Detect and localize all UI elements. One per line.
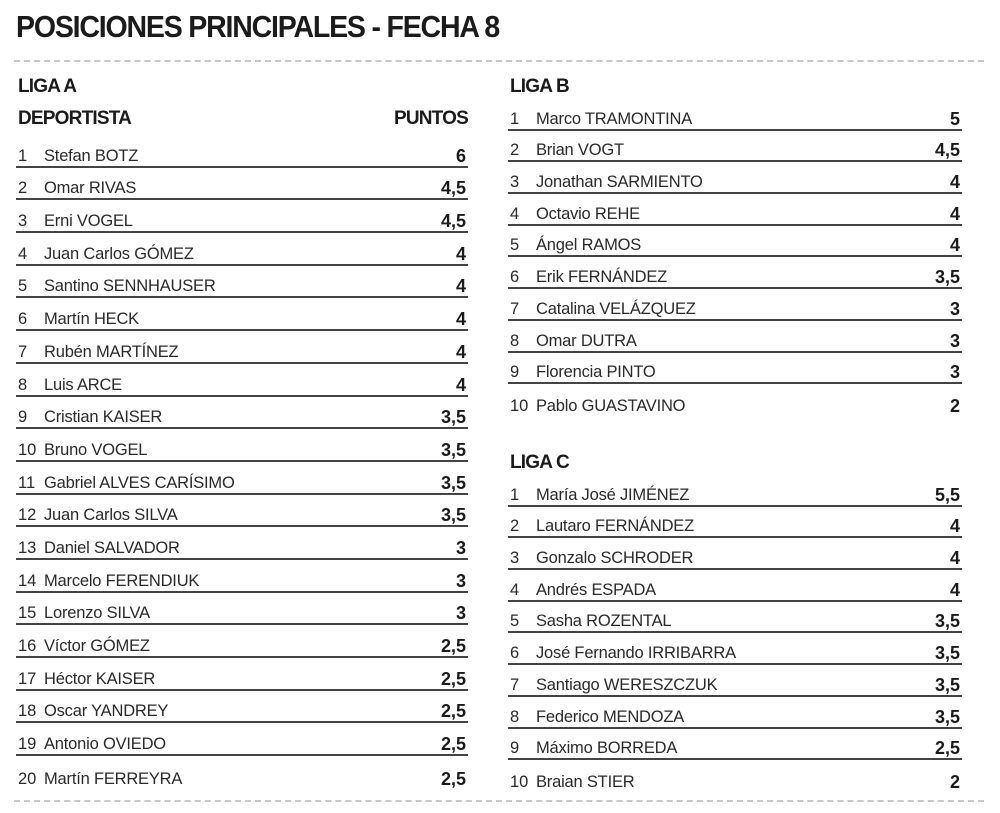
player-name: José Fernando IRRIBARRA [536, 644, 736, 663]
position-number: 10 [510, 396, 529, 415]
player-name: Federico MENDOZA [536, 707, 685, 726]
standings-row [16, 429, 468, 462]
standings-row [16, 723, 468, 756]
player-name: Rubén MARTÍNEZ [44, 342, 179, 361]
points-value: 4 [949, 203, 960, 224]
standings-row [508, 226, 962, 258]
position-number: 1 [18, 146, 28, 165]
position-number: 7 [18, 342, 28, 361]
position-number: 5 [18, 277, 28, 296]
points-value: 3 [949, 298, 960, 319]
points-value: 2,5 [440, 636, 466, 656]
player-name: Brian VOGT [536, 141, 624, 160]
position-number: 4 [510, 580, 520, 599]
standings-row [16, 756, 468, 789]
player-name: Omar RIVAS [44, 179, 137, 198]
standings-row [16, 200, 468, 233]
points-value: 2,5 [440, 768, 466, 789]
position-number: 10 [18, 440, 37, 459]
points-value: 4 [455, 309, 466, 330]
position-number: 7 [510, 299, 520, 318]
top-dashed-divider [14, 60, 984, 62]
position-number: 11 [18, 473, 36, 492]
standings-row [508, 353, 962, 385]
points-value: 2 [949, 395, 960, 416]
position-number: 3 [510, 173, 520, 192]
player-name: Omar DUTRA [536, 331, 637, 350]
points-value: 3 [455, 570, 466, 591]
column-gap [490, 75, 491, 785]
points-value: 3 [949, 362, 960, 383]
points-value: 4 [455, 341, 466, 362]
position-number: 13 [18, 538, 37, 557]
position-number: 4 [510, 204, 520, 223]
standings-row [508, 321, 962, 353]
liga-a-standings [16, 135, 468, 789]
standings-row [16, 397, 468, 430]
player-name: Erni VOGEL [44, 212, 133, 231]
standings-row [508, 131, 962, 163]
position-number: 1 [510, 485, 520, 504]
player-name: Santino SENNHAUSER [44, 277, 216, 296]
player-name: Gabriel ALVES CARÍSIMO [44, 473, 235, 492]
position-number: 8 [510, 331, 520, 350]
points-value: 3,5 [934, 706, 960, 727]
points-value: 5 [949, 108, 960, 129]
points-value: 3 [455, 537, 466, 558]
liga-b-title: LIGA B [510, 76, 569, 97]
points-value: 3 [949, 330, 960, 351]
points-value: 4 [949, 548, 960, 569]
player-name: Bruno VOGEL [44, 440, 148, 459]
player-name: Florencia PINTO [536, 363, 656, 382]
standings-row [508, 633, 962, 665]
position-number: 19 [18, 735, 37, 754]
position-number: 5 [510, 612, 520, 631]
player-name: Gonzalo SCHRODER [536, 549, 694, 568]
player-column-header: DEPORTISTA [18, 108, 132, 129]
standings-row [508, 570, 962, 602]
standings-row [16, 593, 468, 626]
points-value: 4 [949, 172, 960, 193]
standings-row [16, 266, 468, 299]
points-value: 3,5 [440, 472, 466, 493]
standings-row [16, 462, 468, 495]
standings-row [16, 168, 468, 201]
points-value: 3,5 [934, 611, 960, 632]
points-value: 3 [455, 603, 466, 624]
standings-row [508, 99, 962, 131]
standings-row [16, 298, 468, 331]
standings-row [508, 162, 962, 194]
standings-row [16, 331, 468, 364]
standings-row [508, 257, 962, 289]
player-name: Cristian KAISER [44, 408, 163, 427]
standings-row [508, 194, 962, 226]
points-value: 2 [949, 771, 960, 792]
points-value: 4,5 [440, 211, 466, 232]
player-name: Luis ARCE [44, 375, 122, 394]
points-value: 5,5 [934, 484, 960, 505]
position-number: 4 [18, 244, 28, 263]
points-value: 3,5 [440, 505, 466, 526]
points-value: 3,5 [440, 439, 466, 460]
position-number: 2 [510, 141, 520, 160]
points-value: 4,5 [440, 178, 466, 199]
player-name: Daniel SALVADOR [44, 538, 180, 557]
position-number: 6 [18, 310, 28, 329]
standings-row [16, 625, 468, 658]
player-name: Martín HECK [44, 310, 139, 329]
player-name: Víctor GÓMEZ [44, 637, 150, 655]
points-value: 6 [455, 145, 466, 166]
position-number: 9 [510, 363, 520, 382]
player-name: Lautaro FERNÁNDEZ [536, 517, 694, 536]
player-name: Antonio OVIEDO [44, 735, 166, 754]
bottom-dashed-divider [14, 800, 984, 802]
player-name: Pablo GUASTAVINO [536, 396, 686, 415]
liga-b-standings [508, 99, 962, 416]
player-name: Stefan BOTZ [44, 146, 139, 165]
position-number: 6 [510, 268, 520, 287]
position-number: 5 [510, 236, 520, 255]
liga-c-title: LIGA C [510, 452, 569, 473]
standings-row [16, 233, 468, 266]
player-name: Juan Carlos SILVA [44, 506, 178, 525]
standings-row [508, 289, 962, 321]
standings-row [508, 384, 962, 416]
page-title: POSICIONES PRINCIPALES - FECHA 8 [16, 9, 500, 44]
player-name: Héctor KAISER [44, 669, 156, 688]
position-number: 16 [18, 637, 37, 655]
position-number: 15 [18, 604, 37, 623]
standings-row [508, 475, 962, 507]
standings-row [508, 507, 962, 539]
position-number: 18 [18, 702, 37, 721]
liga-a-title: LIGA A [18, 76, 77, 97]
points-value: 4,5 [934, 140, 960, 161]
standings-row [16, 560, 468, 593]
standings-row [16, 135, 468, 168]
position-number: 7 [510, 675, 520, 694]
position-number: 3 [18, 212, 28, 231]
player-name: Santiago WERESZCZUK [536, 675, 718, 694]
standings-row [16, 364, 468, 397]
player-name: Lorenzo SILVA [44, 604, 150, 623]
position-number: 1 [510, 109, 520, 128]
position-number: 8 [510, 707, 520, 726]
points-value: 2,5 [440, 701, 466, 722]
standings-row [16, 691, 468, 724]
player-name: Sasha ROZENTAL [536, 612, 672, 631]
player-name: María José JIMÉNEZ [536, 485, 690, 504]
standings-row [16, 658, 468, 691]
player-name: Catalina VELÁZQUEZ [536, 299, 696, 318]
player-name: Marco TRAMONTINA [536, 109, 693, 128]
position-number: 6 [510, 644, 520, 663]
points-value: 4 [455, 243, 466, 264]
standings-row [508, 538, 962, 570]
standings-row [16, 527, 468, 560]
points-value: 4 [455, 374, 466, 395]
position-number: 3 [510, 549, 520, 568]
player-name: Juan Carlos GÓMEZ [44, 244, 194, 263]
liga-a-column-header [18, 108, 468, 130]
points-value: 2,5 [440, 668, 466, 689]
standings-row [508, 760, 962, 792]
position-number: 20 [18, 769, 37, 788]
points-value: 2,5 [934, 738, 960, 759]
standings-row [508, 602, 962, 634]
position-number: 10 [510, 772, 529, 791]
points-value: 3,5 [934, 674, 960, 695]
player-name: Martín FERREYRA [44, 769, 183, 788]
points-value: 2,5 [440, 734, 466, 755]
position-number: 14 [18, 571, 37, 590]
standings-row [508, 729, 962, 761]
position-number: 17 [18, 669, 37, 688]
liga-c-standings [508, 475, 962, 792]
player-name: Jonathan SARMIENTO [536, 173, 703, 192]
standings-row [508, 697, 962, 729]
player-name: Andrés ESPADA [536, 580, 656, 599]
points-value: 4 [455, 276, 466, 297]
points-value: 4 [949, 579, 960, 600]
standings-row [508, 665, 962, 697]
position-number: 9 [18, 408, 28, 427]
position-number: 9 [510, 739, 520, 758]
player-name: Braian STIER [536, 772, 635, 791]
position-number: 2 [510, 517, 520, 536]
points-value: 3,5 [440, 407, 466, 428]
position-number: 8 [18, 375, 28, 394]
player-name: Marcelo FERENDIUK [44, 571, 200, 590]
player-name: Ángel RAMOS [536, 236, 642, 255]
player-name: Máximo BORREDA [536, 739, 678, 758]
standings-row [16, 495, 468, 528]
player-name: Octavio REHE [536, 204, 640, 223]
player-name: Erik FERNÁNDEZ [536, 268, 668, 287]
player-name: Oscar YANDREY [44, 702, 169, 721]
points-value: 4 [949, 235, 960, 256]
points-column-header: PUNTOS [393, 108, 468, 129]
points-value: 4 [949, 516, 960, 537]
position-number: 12 [18, 506, 37, 525]
position-number: 2 [18, 179, 28, 198]
points-value: 3,5 [934, 643, 960, 664]
points-value: 3,5 [934, 267, 960, 288]
